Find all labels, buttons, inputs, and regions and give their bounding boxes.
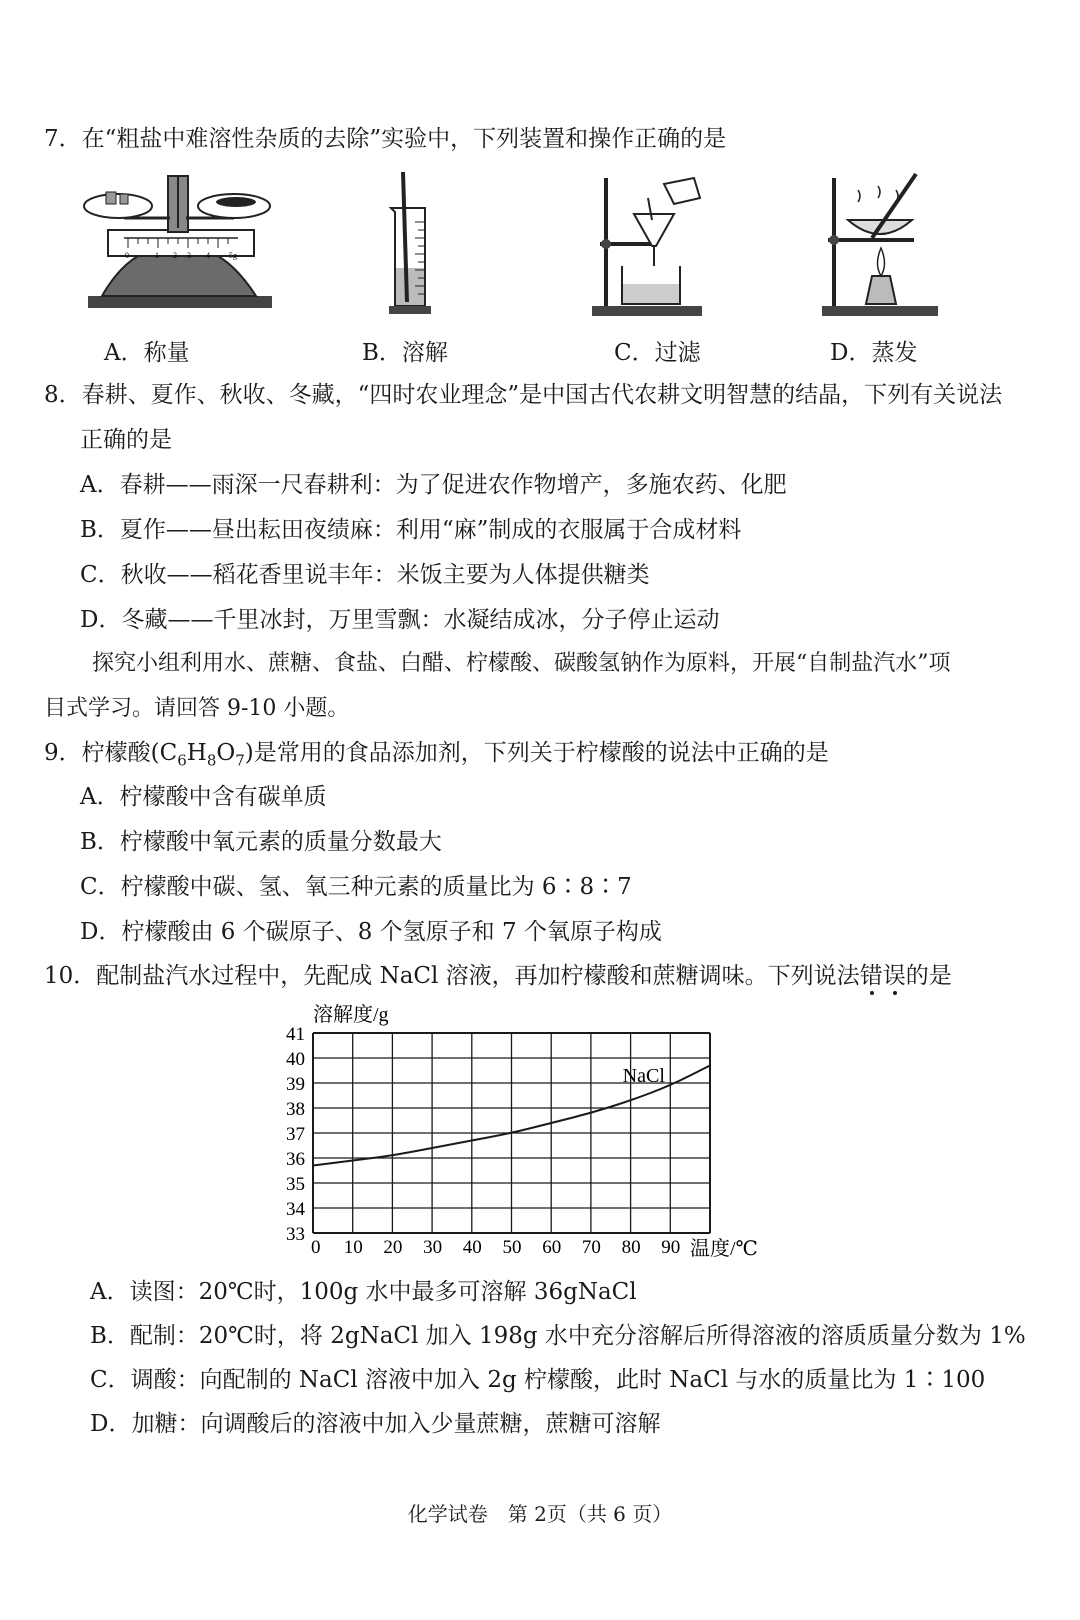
intro-line1: 探究小组利用水、蔗糖、食盐、白醋、柠檬酸、碳酸氢钠作为原料，开展“自制盐汽水”项 <box>92 651 951 676</box>
x-tick-label: 70 <box>581 1237 601 1258</box>
fig-d-label: D．蒸发 <box>830 340 918 366</box>
nacl-data-point <box>709 1065 711 1067</box>
q8-stem-line1: 8．春耕、夏作、秋收、冬藏，“四时农业理念”是中国古代农耕文明智慧的结晶，下列有关说法 <box>44 382 1003 408</box>
q10-emphasis-word: 错误 <box>860 963 906 989</box>
nacl-data-point <box>352 1160 354 1162</box>
q10-option-b: B．配制：20℃时，将 2gNaCl 加入 198g 水中充分溶解后所得溶液的溶质质量分数为 1% <box>90 1323 1026 1349</box>
evaporation-setup-icon <box>820 168 940 320</box>
y-tick-label: 37 <box>286 1124 305 1145</box>
q10-option-c: C．调酸：向配制的 NaCl 溶液中加入 2g 柠檬酸，此时 NaCl 与水的质量比为 1∶100 <box>90 1367 986 1393</box>
nacl-data-point <box>511 1132 513 1134</box>
x-tick-label: 60 <box>542 1237 562 1258</box>
x-tick-label: 30 <box>423 1237 443 1258</box>
intro-line2: 目式学习。请回答 9-10 小题。 <box>44 696 350 721</box>
nacl-data-point <box>590 1112 592 1114</box>
solubility-chart <box>270 995 790 1265</box>
x-tick-label: 40 <box>462 1237 482 1258</box>
y-tick-label: 40 <box>286 1049 305 1070</box>
nacl-data-point <box>670 1085 672 1087</box>
nacl-data-point <box>392 1155 394 1157</box>
y-tick-label: 39 <box>286 1074 305 1095</box>
q9-stem: 9．柠檬酸$(C_6H_8O_7)$是常用的食品添加剂，下列关于柠檬酸的说法中正确的是 <box>44 740 829 770</box>
page-footer: 化学试卷 第 2页（共 6 页） <box>407 1502 673 1526</box>
q10-option-a: A．读图：20℃时，100g 水中最多可溶解 36gNaCl <box>90 1279 637 1305</box>
balance-icon <box>78 168 278 318</box>
fig-c-label: C．过滤 <box>614 340 701 366</box>
x-tick-label: 80 <box>621 1237 641 1258</box>
nacl-data-point <box>471 1140 473 1142</box>
q8-stem-line2: 正确的是 <box>80 427 172 453</box>
fig-a-label: A．称量 <box>104 340 190 366</box>
x-tick-label: 50 <box>502 1237 522 1258</box>
q9-option-c: C．柠檬酸中碳、氢、氧三种元素的质量比为 6∶8∶7 <box>80 874 632 900</box>
nacl-series-label: NaCl <box>622 1064 665 1087</box>
q8-option-c: C．秋收——稻花香里说丰年：米饭主要为人体提供糖类 <box>80 562 650 588</box>
q8-option-a: A．春耕——雨深一尺春耕利：为了促进农作物增产，多施农药、化肥 <box>80 472 787 498</box>
filtration-setup-icon <box>588 168 708 320</box>
scale-mark-2: 2 <box>173 251 177 260</box>
y-tick-label: 36 <box>286 1149 305 1170</box>
q10-stem: 10．配制盐汽水过程中，先配成 NaCl 溶液，再加柠檬酸和蔗糖调味。下列说法错误 的是 <box>44 961 952 991</box>
q8-option-d: D．冬藏——千里冰封，万里雪飘：水凝结成冰，分子停止运动 <box>80 607 720 633</box>
nacl-data-point <box>312 1165 314 1167</box>
x-axis-label: 温度/℃ <box>690 1238 758 1260</box>
y-tick-label: 38 <box>286 1099 305 1120</box>
x-tick-label: 0 <box>311 1237 321 1258</box>
y-axis-label: 溶解度/g <box>313 1004 389 1026</box>
fig-b-label: B．溶解 <box>362 340 448 366</box>
q10-option-d: D．加糖：向调酸后的溶液中加入少量蔗糖，蔗糖可溶解 <box>90 1411 661 1437</box>
y-tick-label: 41 <box>286 1024 305 1045</box>
nacl-data-point <box>431 1147 433 1149</box>
scale-mark-5: 5g <box>229 251 237 260</box>
q8-option-b: B．夏作——昼出耘田夜绩麻：利用“麻”制成的衣服属于合成材料 <box>80 517 742 543</box>
scale-mark-0: 0 <box>125 251 129 260</box>
x-tick-label: 10 <box>343 1237 363 1258</box>
nacl-data-point <box>630 1100 632 1102</box>
y-tick-label: 33 <box>286 1224 305 1245</box>
q7-stem: 7．在“粗盐中难溶性杂质的去除”实验中，下列装置和操作正确的是 <box>44 126 727 152</box>
q9-option-d: D．柠檬酸由 6 个碳原子、8 个氢原子和 7 个氧原子构成 <box>80 919 662 945</box>
scale-mark-3: 3 <box>187 251 191 260</box>
y-tick-label: 34 <box>286 1199 305 1220</box>
scale-mark-1: 1 <box>155 251 159 260</box>
x-tick-label: 20 <box>383 1237 403 1258</box>
graduated-cylinder-icon <box>385 168 435 318</box>
nacl-data-point <box>550 1122 552 1124</box>
q9-option-a: A．柠檬酸中含有碳单质 <box>80 784 327 810</box>
q9-option-b: B．柠檬酸中氧元素的质量分数最大 <box>80 829 442 855</box>
scale-mark-4: 4 <box>206 251 210 260</box>
x-tick-label: 90 <box>661 1237 681 1258</box>
y-tick-label: 35 <box>286 1174 305 1195</box>
